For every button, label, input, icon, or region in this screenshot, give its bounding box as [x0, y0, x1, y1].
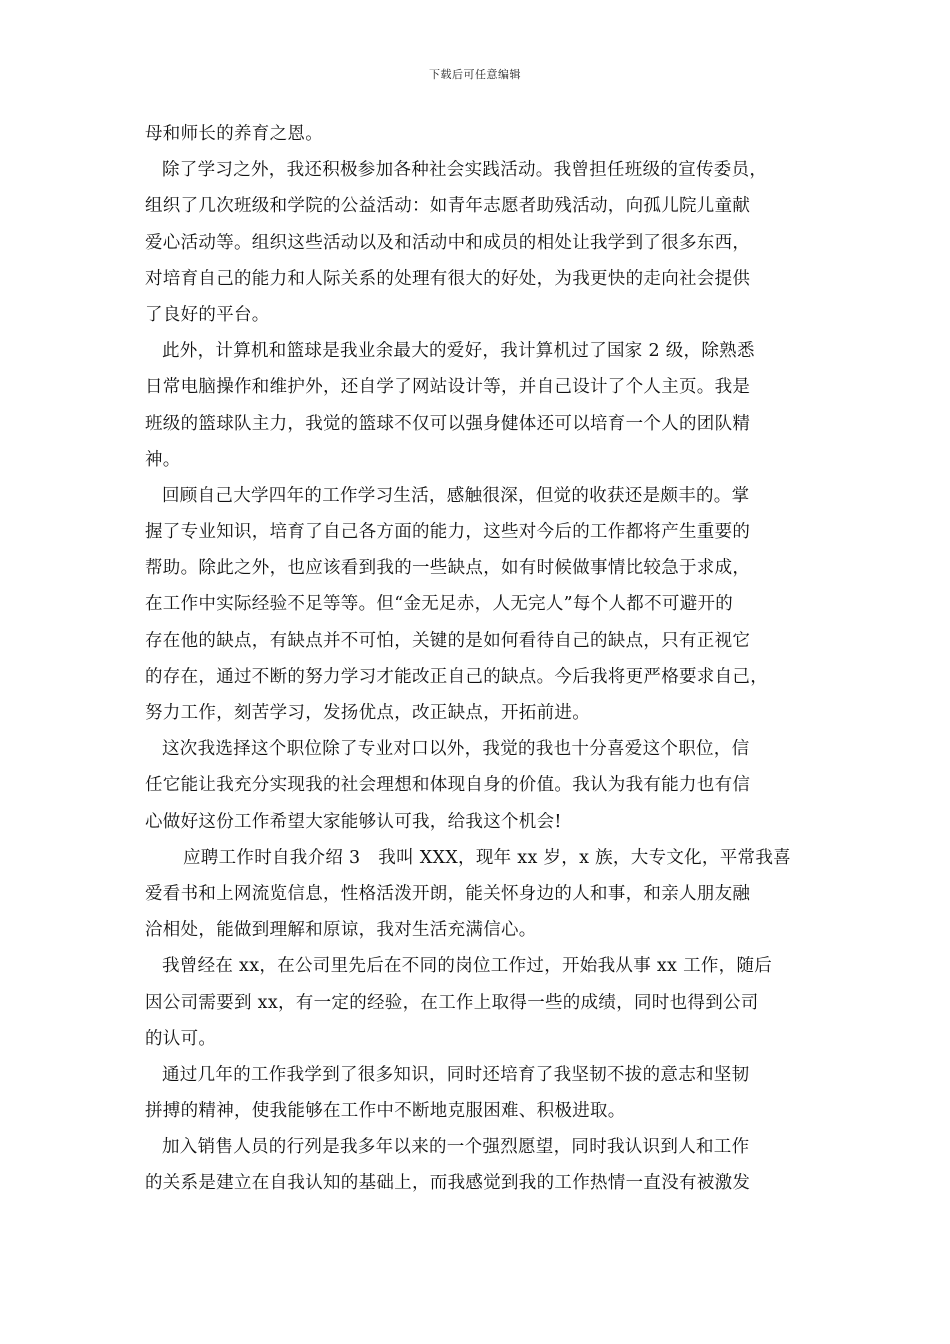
text-line: 握了专业知识，培育了自己各方面的能力，这些对今后的工作都将产生重要的 — [145, 522, 751, 543]
text-line: 的存在，通过不断的努力学习才能改正自己的缺点。今后我将更严格要求自己， — [145, 666, 768, 687]
document-body — [145, 116, 810, 1202]
text-line: 心做好这份工作希望大家能够认可我，给我这个机会! — [145, 811, 562, 832]
text-line: 努力工作，刻苦学习，发扬优点，改正缺点，开拓前进。 — [145, 703, 590, 723]
text-line: 的关系是建立在自我认知的基础上，而我感觉到我的工作热情一直没有被激发 — [145, 1173, 751, 1194]
text-line: 通过几年的工作我学到了很多知识，同时还培育了我坚韧不拔的意志和坚韧 — [162, 1064, 750, 1085]
text-line: 洽相处，能做到理解和原谅，我对生活充满信心。 — [145, 920, 537, 941]
text-line: 除了学习之外，我还积极参加各种社会实践活动。我曾担任班级的宣传委员， — [162, 160, 768, 181]
text-line: 母和师长的养育之恩。 — [145, 124, 323, 144]
text-line: 爱看书和上网流览信息，性格活泼开朗，能关怀身边的人和事，和亲人朋友融 — [145, 883, 751, 904]
text-line: 帮助。除此之外，也应该看到我的一些缺点，如有时候做事情比较急于求成， — [145, 558, 751, 579]
text-line: 日常电脑操作和维护外，还自学了网站设计等，并自己设计了个人主页。我是 — [145, 377, 751, 398]
text-line: 这次我选择这个职位除了专业对口以外，我觉的我也十分喜爱这个职位，信 — [162, 739, 750, 760]
text-line: 存在他的缺点，有缺点并不可怕，关键的是如何看待自己的缺点，只有正视它 — [145, 630, 751, 651]
text-line: 班级的篮球队主力，我觉的篮球不仅可以强身健体还可以培育一个人的团队精 — [145, 413, 751, 434]
text-line: 拼搏的精神，使我能够在工作中不断地克服困难、积极进取。 — [145, 1101, 626, 1122]
text-line: 任它能让我充分实现我的社会理想和体现自身的价值。我认为我有能力也有信 — [145, 775, 751, 796]
text-line: 我曾经在 xx，在公司里先后在不同的岗位工作过，开始我从事 xx 工作，随后 — [162, 956, 773, 977]
text-line: 爱心活动等。组织这些活动以及和活动中和成员的相处让我学到了很多东西， — [145, 232, 751, 253]
page-header: 下载后可任意编辑 — [429, 68, 521, 81]
text-line: 组织了几次班级和学院的公益活动：如青年志愿者助残活动，向孤儿院儿童献 — [145, 196, 751, 217]
text-line: 了良好的平台。 — [145, 304, 270, 325]
text-line: 的认可。 — [145, 1028, 217, 1049]
text-line: 此外，计算机和篮球是我业余最大的爱好，我计算机过了国家 2 级，除熟悉 — [162, 341, 755, 362]
text-line: 神。 — [145, 449, 181, 470]
text-line: 在工作中实际经验不足等等。但“金无足赤，人无完人”每个人都不可避开的 — [145, 594, 734, 615]
text-line: 对培育自己的能力和人际关系的处理有很大的好处，为我更快的走向社会提供 — [145, 268, 751, 289]
text-line: 加入销售人员的行列是我多年以来的一个强烈愿望，同时我认识到人和工作 — [162, 1137, 750, 1158]
text-line: 回顾自己大学四年的工作学习生活，感触很深，但觉的收获还是颇丰的。掌 — [162, 485, 750, 506]
text-line: 应聘工作时自我介绍 3 我叫 XXX，现年 xx 岁，x 族，大专文化，平常我喜 — [183, 847, 791, 868]
text-line: 因公司需要到 xx，有一定的经验，在工作上取得一些的成绩，同时也得到公司 — [145, 992, 759, 1013]
